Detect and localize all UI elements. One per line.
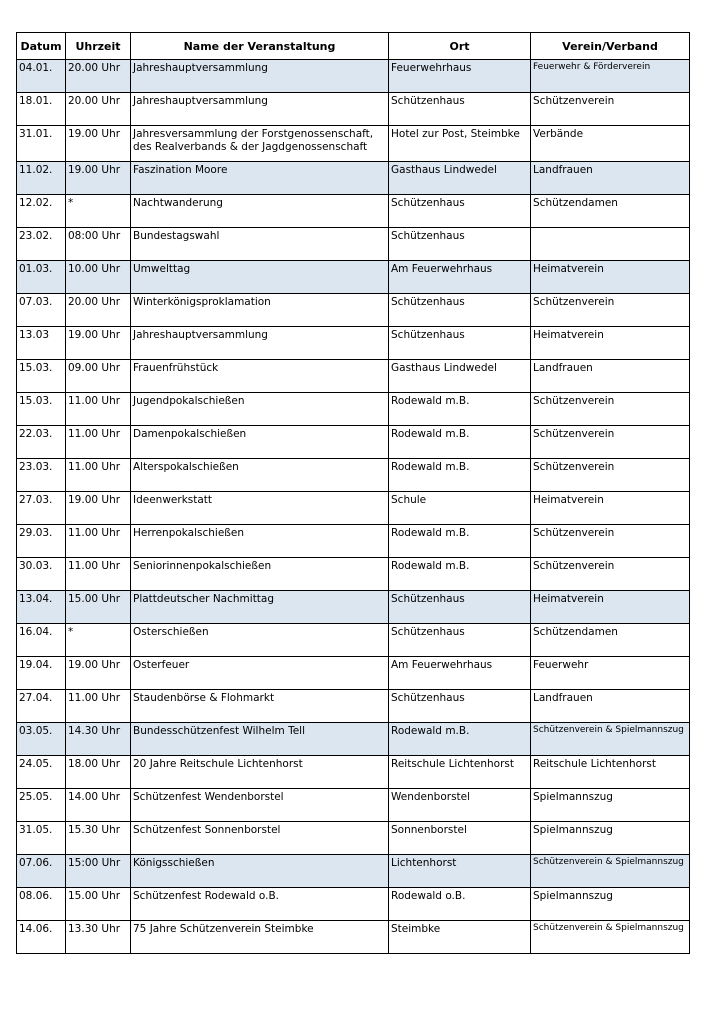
table-row	[17, 294, 690, 327]
cell-verein: Heimatverein	[531, 492, 690, 525]
cell-uhrzeit: 20.00 Uhr	[66, 60, 131, 93]
cell-datum: 13.03	[17, 327, 66, 360]
cell-ort: Rodewald m.B.	[389, 558, 531, 591]
cell-verein: Schützenverein	[531, 93, 690, 126]
cell-uhrzeit: 19.00 Uhr	[66, 657, 131, 690]
cell-datum: 27.04.	[17, 690, 66, 723]
cell-name: Nachtwanderung	[131, 195, 389, 228]
cell-uhrzeit: 11.00 Uhr	[66, 690, 131, 723]
cell-datum: 31.05.	[17, 822, 66, 855]
cell-name: Umwelttag	[131, 261, 389, 294]
table-row	[17, 624, 690, 657]
cell-name: Alterspokalschießen	[131, 459, 389, 492]
cell-ort: Lichtenhorst	[389, 855, 531, 888]
cell-datum: 25.05.	[17, 789, 66, 822]
cell-verein: Schützenverein & Spielmannszug	[531, 723, 690, 756]
table-row	[17, 459, 690, 492]
cell-uhrzeit: 09.00 Uhr	[66, 360, 131, 393]
table-row	[17, 657, 690, 690]
cell-ort: Feuerwehrhaus	[389, 60, 531, 93]
event-calendar-page	[16, 32, 689, 954]
table-row	[17, 756, 690, 789]
cell-uhrzeit: 13.30 Uhr	[66, 921, 131, 954]
cell-ort: Schützenhaus	[389, 228, 531, 261]
cell-ort: Rodewald m.B.	[389, 426, 531, 459]
cell-ort: Rodewald m.B.	[389, 525, 531, 558]
cell-uhrzeit: *	[66, 624, 131, 657]
cell-ort: Rodewald m.B.	[389, 393, 531, 426]
table-row	[17, 60, 690, 93]
table-row	[17, 126, 690, 162]
cell-ort: Rodewald m.B.	[389, 459, 531, 492]
cell-name: Jugendpokalschießen	[131, 393, 389, 426]
cell-name: Seniorinnenpokalschießen	[131, 558, 389, 591]
table-row	[17, 525, 690, 558]
cell-ort: Schützenhaus	[389, 690, 531, 723]
cell-uhrzeit: 11.00 Uhr	[66, 525, 131, 558]
cell-uhrzeit: 10.00 Uhr	[66, 261, 131, 294]
cell-verein: Schützenverein	[531, 393, 690, 426]
cell-verein: Heimatverein	[531, 327, 690, 360]
cell-ort: Gasthaus Lindwedel	[389, 360, 531, 393]
cell-ort: Schützenhaus	[389, 195, 531, 228]
cell-datum: 04.01.	[17, 60, 66, 93]
cell-verein: Verbände	[531, 126, 690, 162]
table-body	[17, 60, 690, 954]
cell-name: Osterschießen	[131, 624, 389, 657]
cell-verein: Feuerwehr	[531, 657, 690, 690]
cell-datum: 08.06.	[17, 888, 66, 921]
cell-datum: 22.03.	[17, 426, 66, 459]
table-row	[17, 393, 690, 426]
table-row	[17, 789, 690, 822]
table-row	[17, 228, 690, 261]
cell-ort: Sonnenborstel	[389, 822, 531, 855]
cell-verein: Schützenverein & Spielmannszug	[531, 855, 690, 888]
table-row	[17, 690, 690, 723]
cell-uhrzeit: 18.00 Uhr	[66, 756, 131, 789]
cell-uhrzeit: 08:00 Uhr	[66, 228, 131, 261]
cell-uhrzeit: 19.00 Uhr	[66, 492, 131, 525]
cell-verein: Schützenverein & Spielmannszug	[531, 921, 690, 954]
cell-datum: 19.04.	[17, 657, 66, 690]
header-name: Name der Veranstaltung	[131, 33, 389, 60]
cell-uhrzeit: 15.30 Uhr	[66, 822, 131, 855]
cell-verein: Schützenverein	[531, 426, 690, 459]
cell-name: Bundesschützenfest Wilhelm Tell	[131, 723, 389, 756]
cell-ort: Rodewald o.B.	[389, 888, 531, 921]
cell-uhrzeit: 19.00 Uhr	[66, 327, 131, 360]
header-datum: Datum	[17, 33, 66, 60]
cell-datum: 23.03.	[17, 459, 66, 492]
table-row	[17, 162, 690, 195]
cell-verein: Reitschule Lichtenhorst	[531, 756, 690, 789]
cell-verein: Landfrauen	[531, 162, 690, 195]
cell-verein	[531, 228, 690, 261]
cell-datum: 07.03.	[17, 294, 66, 327]
table-header-row	[17, 33, 690, 60]
cell-verein: Schützendamen	[531, 624, 690, 657]
cell-name: Jahreshauptversammlung	[131, 327, 389, 360]
cell-ort: Am Feuerwehrhaus	[389, 657, 531, 690]
cell-uhrzeit: 15:00 Uhr	[66, 855, 131, 888]
table-row	[17, 558, 690, 591]
cell-datum: 24.05.	[17, 756, 66, 789]
table-row	[17, 327, 690, 360]
cell-ort: Steimbke	[389, 921, 531, 954]
cell-datum: 23.02.	[17, 228, 66, 261]
cell-ort: Schützenhaus	[389, 93, 531, 126]
cell-verein: Spielmannszug	[531, 789, 690, 822]
cell-datum: 11.02.	[17, 162, 66, 195]
cell-uhrzeit: 11.00 Uhr	[66, 426, 131, 459]
cell-name: Ideenwerkstatt	[131, 492, 389, 525]
table-row	[17, 723, 690, 756]
table-row	[17, 855, 690, 888]
cell-name: Winterkönigsproklamation	[131, 294, 389, 327]
cell-datum: 12.02.	[17, 195, 66, 228]
header-verein: Verein/Verband	[531, 33, 690, 60]
table-row	[17, 921, 690, 954]
cell-name: Damenpokalschießen	[131, 426, 389, 459]
cell-uhrzeit: 14.30 Uhr	[66, 723, 131, 756]
cell-verein: Landfrauen	[531, 360, 690, 393]
cell-verein: Schützenverein	[531, 294, 690, 327]
table-row	[17, 261, 690, 294]
cell-verein: Spielmannszug	[531, 822, 690, 855]
cell-verein: Landfrauen	[531, 690, 690, 723]
cell-ort: Gasthaus Lindwedel	[389, 162, 531, 195]
table-row	[17, 426, 690, 459]
cell-ort: Reitschule Lichtenhorst	[389, 756, 531, 789]
cell-name: Jahreshauptversammlung	[131, 60, 389, 93]
cell-name: Königsschießen	[131, 855, 389, 888]
cell-verein: Schützenverein	[531, 558, 690, 591]
cell-uhrzeit: *	[66, 195, 131, 228]
cell-uhrzeit: 19.00 Uhr	[66, 126, 131, 162]
cell-datum: 31.01.	[17, 126, 66, 162]
cell-verein: Heimatverein	[531, 591, 690, 624]
cell-uhrzeit: 15.00 Uhr	[66, 591, 131, 624]
cell-ort: Schützenhaus	[389, 624, 531, 657]
cell-uhrzeit: 11.00 Uhr	[66, 393, 131, 426]
cell-ort: Schützenhaus	[389, 327, 531, 360]
cell-uhrzeit: 15.00 Uhr	[66, 888, 131, 921]
cell-name: Faszination Moore	[131, 162, 389, 195]
table-row	[17, 195, 690, 228]
cell-name: Schützenfest Wendenborstel	[131, 789, 389, 822]
cell-datum: 15.03.	[17, 393, 66, 426]
cell-name: Frauenfrühstück	[131, 360, 389, 393]
cell-verein: Schützenverein	[531, 459, 690, 492]
cell-datum: 03.05.	[17, 723, 66, 756]
cell-verein: Feuerwehr & Förderverein	[531, 60, 690, 93]
cell-uhrzeit: 20.00 Uhr	[66, 93, 131, 126]
cell-uhrzeit: 11.00 Uhr	[66, 558, 131, 591]
cell-name: Schützenfest Rodewald o.B.	[131, 888, 389, 921]
cell-uhrzeit: 19.00 Uhr	[66, 162, 131, 195]
cell-verein: Spielmannszug	[531, 888, 690, 921]
cell-datum: 29.03.	[17, 525, 66, 558]
cell-datum: 14.06.	[17, 921, 66, 954]
cell-ort: Rodewald m.B.	[389, 723, 531, 756]
cell-datum: 13.04.	[17, 591, 66, 624]
cell-uhrzeit: 20.00 Uhr	[66, 294, 131, 327]
cell-ort: Wendenborstel	[389, 789, 531, 822]
cell-name: Bundestagswahl	[131, 228, 389, 261]
cell-ort: Am Feuerwehrhaus	[389, 261, 531, 294]
cell-datum: 07.06.	[17, 855, 66, 888]
cell-datum: 18.01.	[17, 93, 66, 126]
cell-name: Herrenpokalschießen	[131, 525, 389, 558]
cell-name: Plattdeutscher Nachmittag	[131, 591, 389, 624]
cell-uhrzeit: 11.00 Uhr	[66, 459, 131, 492]
cell-uhrzeit: 14.00 Uhr	[66, 789, 131, 822]
cell-datum: 30.03.	[17, 558, 66, 591]
table-row	[17, 360, 690, 393]
cell-name: 20 Jahre Reitschule Lichtenhorst	[131, 756, 389, 789]
cell-name: Osterfeuer	[131, 657, 389, 690]
header-ort: Ort	[389, 33, 531, 60]
cell-ort: Schützenhaus	[389, 591, 531, 624]
cell-name: Jahreshauptversammlung	[131, 93, 389, 126]
cell-datum: 01.03.	[17, 261, 66, 294]
table-row	[17, 888, 690, 921]
cell-verein: Schützendamen	[531, 195, 690, 228]
cell-verein: Schützenverein	[531, 525, 690, 558]
cell-datum: 15.03.	[17, 360, 66, 393]
cell-name: Jahresversammlung der Forstgenossenschaft, des Realverbands & der Jagdgenossenschaft	[131, 126, 389, 162]
cell-ort: Schützenhaus	[389, 294, 531, 327]
cell-name: Staudenbörse & Flohmarkt	[131, 690, 389, 723]
cell-verein: Heimatverein	[531, 261, 690, 294]
table-row	[17, 822, 690, 855]
cell-name: 75 Jahre Schützenverein Steimbke	[131, 921, 389, 954]
cell-datum: 27.03.	[17, 492, 66, 525]
table-row	[17, 591, 690, 624]
cell-datum: 16.04.	[17, 624, 66, 657]
cell-ort: Hotel zur Post, Steimbke	[389, 126, 531, 162]
event-table	[16, 32, 690, 954]
cell-ort: Schule	[389, 492, 531, 525]
table-row	[17, 492, 690, 525]
header-uhrzeit: Uhrzeit	[66, 33, 131, 60]
table-row	[17, 93, 690, 126]
cell-name: Schützenfest Sonnenborstel	[131, 822, 389, 855]
